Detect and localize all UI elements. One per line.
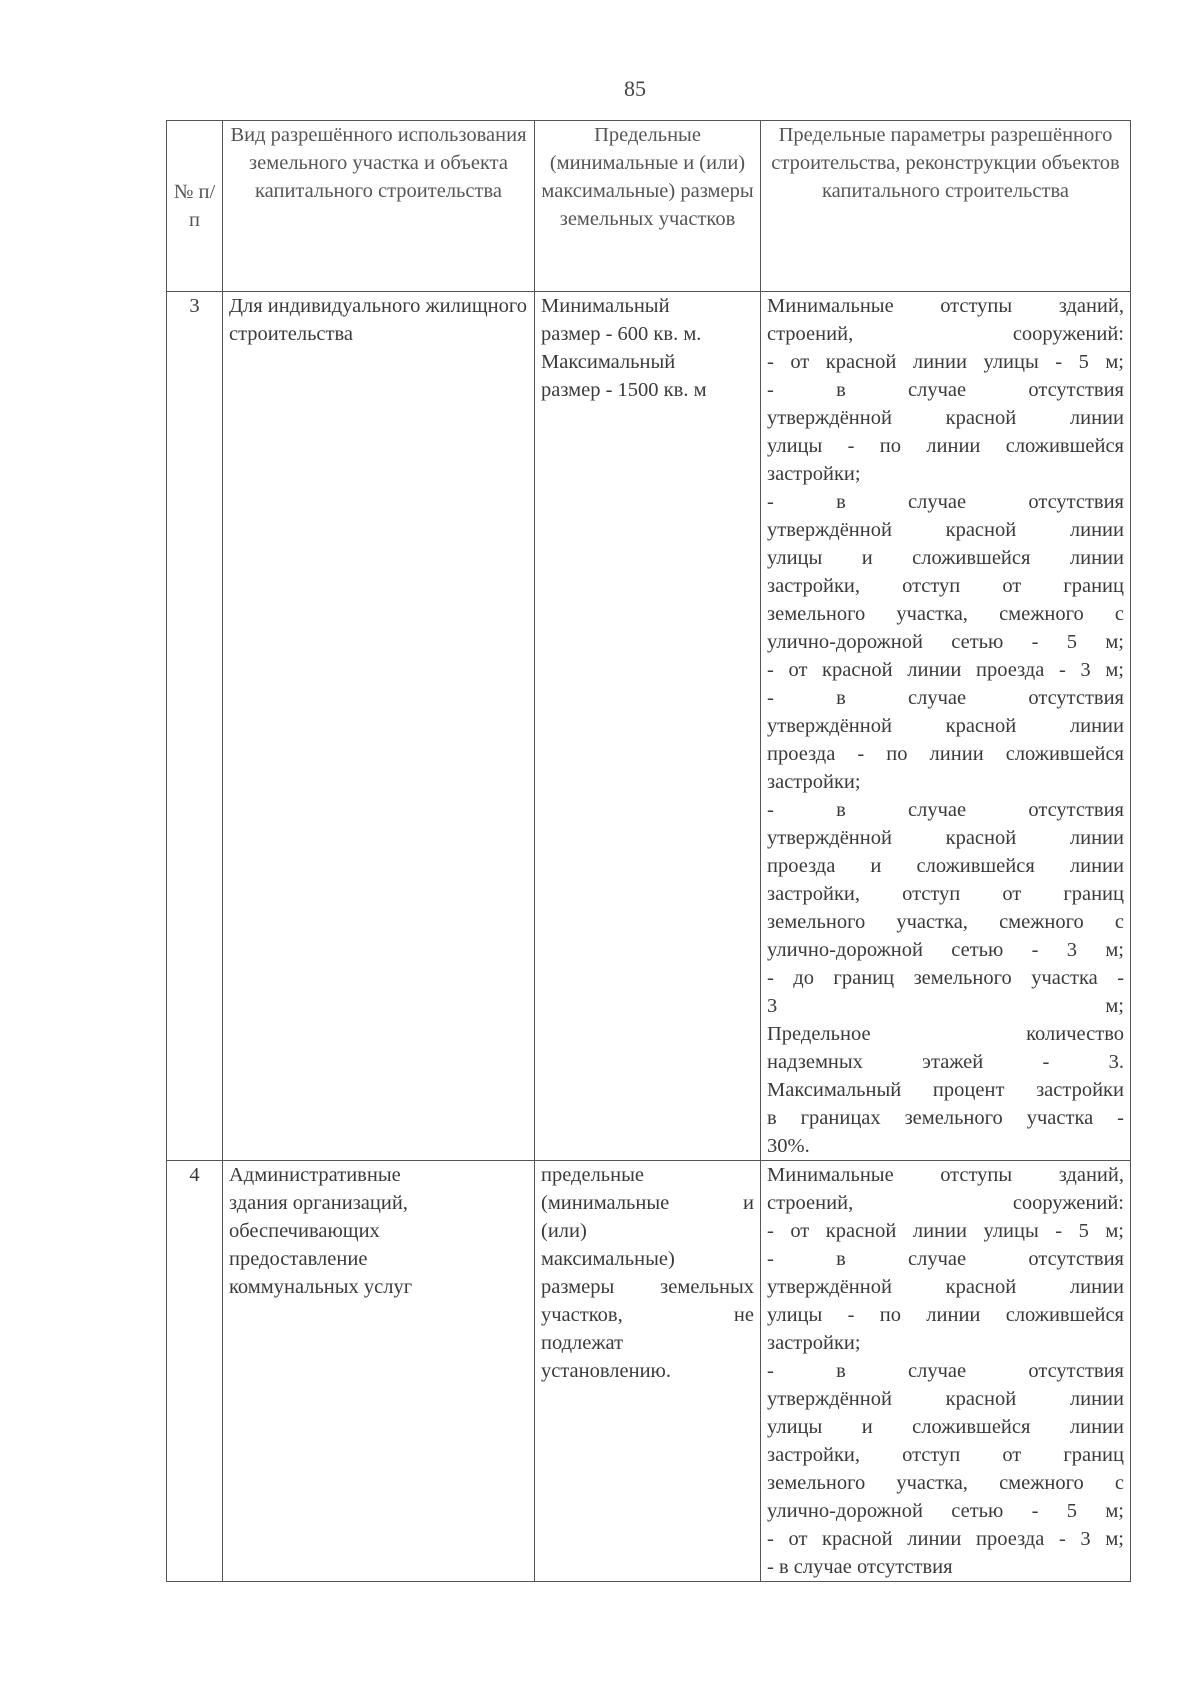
cell-line: Предельное количество [767, 1023, 1124, 1045]
cell-line: Максимальный процент застройки [767, 1079, 1124, 1101]
cell-line: - до границ земельного участка - [767, 967, 1124, 989]
cell-line: максимальные) [541, 1248, 675, 1270]
cell-line: утверждённой красной линии [767, 827, 1124, 849]
cell-line: улицы - по линии сложившейся [767, 1304, 1124, 1326]
cell-line: - от красной линии проезда - 3 м; [767, 659, 1124, 681]
cell-line: строений, сооружений: [767, 1192, 1124, 1214]
cell-line: Минимальный [541, 295, 670, 317]
cell-line: - от красной линии улицы - 5 м; [767, 1220, 1124, 1242]
cell-line: - в случае отсутствия [767, 491, 1124, 513]
cell-line: застройки; [767, 771, 861, 793]
header-number: № п/п [167, 121, 223, 292]
row-plot-size [535, 292, 761, 1161]
cell-line: обеспечивающих [229, 1220, 380, 1242]
cell-line: здания организаций, [229, 1192, 408, 1214]
cell-line: земельного участка, смежного с [767, 603, 1124, 625]
cell-line: Максимальный [541, 351, 676, 373]
cell-line: Минимальные отступы зданий, [767, 1164, 1124, 1186]
cell-line: надземных этажей - 3. [767, 1051, 1124, 1073]
cell-line: - в случае отсутствия [767, 1248, 1124, 1270]
cell-line: подлежат [541, 1332, 624, 1354]
cell-line: участков, не [541, 1304, 754, 1326]
cell-line: - от красной линии улицы - 5 м; [767, 351, 1124, 373]
cell-line: (или) [541, 1220, 587, 1242]
cell-line: 30%. [767, 1135, 810, 1157]
cell-line: - в случае отсутствия [767, 687, 1124, 709]
cell-line: размеры земельных [541, 1276, 754, 1298]
cell-line: улицы и сложившейся линии [767, 1416, 1124, 1438]
cell-line: 3 м; [767, 995, 1124, 1017]
row-build-params [761, 292, 1131, 1161]
cell-line: Минимальные отступы зданий, [767, 295, 1124, 317]
page-number: 85 [624, 76, 646, 101]
cell-line: улицы - по линии сложившейся [767, 435, 1124, 457]
cell-line: (минимальные и [541, 1192, 754, 1214]
cell-line: утверждённой красной линии [767, 715, 1124, 737]
regulations-table [166, 120, 1131, 1582]
row-build-params [761, 1161, 1131, 1582]
row-use-type: Для индивидуального жилищного строительства [223, 292, 535, 1161]
cell-line: улицы и сложившейся линии [767, 547, 1124, 569]
cell-line: застройки, отступ от границ [767, 575, 1124, 597]
table-header-row [167, 121, 1131, 292]
table-row [167, 1161, 1131, 1582]
cell-line: утверждённой красной линии [767, 1388, 1124, 1410]
row-use-type [223, 1161, 535, 1582]
cell-line: земельного участка, смежного с [767, 1472, 1124, 1494]
cell-line: - в случае отсутствия [767, 1360, 1124, 1382]
row-plot-size [535, 1161, 761, 1582]
cell-line: застройки, отступ от границ [767, 1444, 1124, 1466]
cell-line: - в случае отсутствия [767, 799, 1124, 821]
cell-line: строений, сооружений: [767, 323, 1124, 345]
cell-line: - в случае отсутствия [767, 1556, 953, 1578]
cell-line: в границах земельного участка - [767, 1107, 1124, 1129]
cell-line: проезда и сложившейся линии [767, 855, 1124, 877]
cell-line: проезда - по линии сложившейся [767, 743, 1124, 765]
header-plot-size: Предельные (минимальные и (или) максимальные) размеры земельных участков [535, 121, 761, 292]
cell-line: улично-дорожной сетью - 3 м; [767, 939, 1124, 961]
cell-line: - от красной линии проезда - 3 м; [767, 1528, 1124, 1550]
cell-line: - в случае отсутствия [767, 379, 1124, 401]
cell-line: размер - 600 кв. м. [541, 323, 702, 345]
header-build-params: Предельные параметры разрешённого строительства, реконструкции объектов капитального строительства [761, 121, 1131, 292]
cell-line: земельного участка, смежного с [767, 911, 1124, 933]
cell-line: Административные [229, 1164, 401, 1186]
cell-line: предоставление [229, 1248, 368, 1270]
cell-line: улично-дорожной сетью - 5 м; [767, 631, 1124, 653]
cell-line: предельные [541, 1164, 645, 1186]
cell-line: застройки, отступ от границ [767, 883, 1124, 905]
cell-line: коммунальных услуг [229, 1276, 413, 1298]
cell-line: установлению. [541, 1360, 671, 1382]
header-use-type: Вид разрешённого использования земельного участка и объекта капитального строительства [223, 121, 535, 292]
cell-line: размер - 1500 кв. м [541, 379, 707, 401]
row-number: 4 [167, 1161, 223, 1582]
row-number: 3 [167, 292, 223, 1161]
cell-line: утверждённой красной линии [767, 407, 1124, 429]
cell-line: застройки; [767, 1332, 861, 1354]
table-row [167, 292, 1131, 1161]
cell-line: застройки; [767, 463, 861, 485]
cell-line: утверждённой красной линии [767, 519, 1124, 541]
cell-line: улично-дорожной сетью - 5 м; [767, 1500, 1124, 1522]
cell-line: утверждённой красной линии [767, 1276, 1124, 1298]
